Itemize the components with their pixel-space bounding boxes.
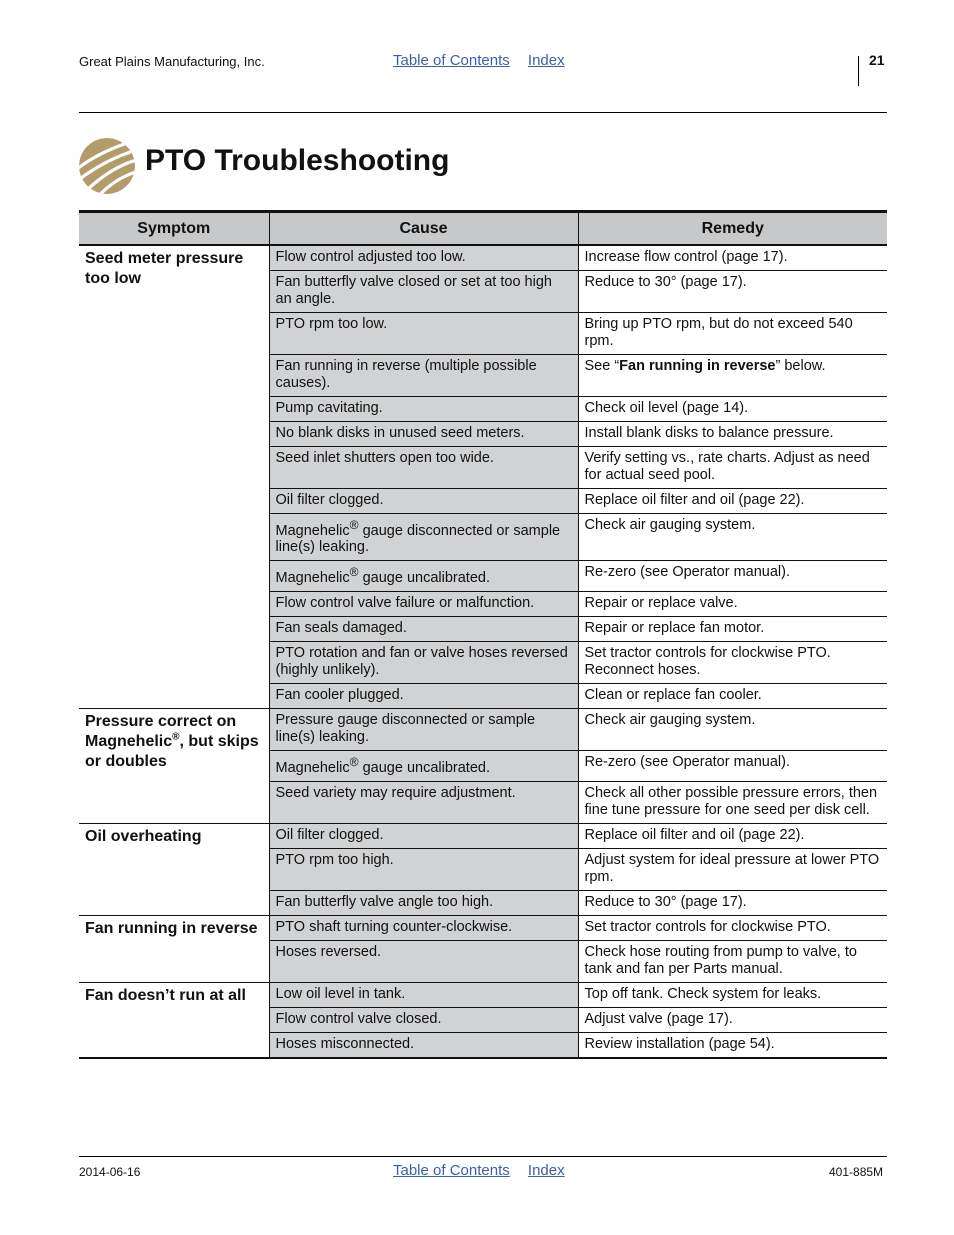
table-body — [79, 245, 887, 1058]
text-span: Reduce to 30° (page 17). — [584, 893, 747, 910]
text-span: Hoses reversed. — [275, 943, 382, 960]
text-span: Adjust system for ideal pressure at lower PTO rpm. — [584, 851, 880, 885]
text-span: See “ — [584, 357, 620, 374]
text-span: , but skips or doubles — [85, 733, 259, 771]
table-header-row — [79, 212, 887, 245]
text-span: PTO rpm too low. — [275, 315, 388, 332]
remedy-cell — [578, 312, 887, 354]
table-row — [79, 823, 887, 848]
text-span: PTO rpm too high. — [275, 851, 394, 868]
remedy-cell — [578, 848, 887, 890]
cause-cell — [269, 592, 578, 617]
symptom-cell — [79, 982, 269, 1058]
symptom-cell — [79, 709, 269, 824]
cause-cell — [269, 890, 578, 915]
remedy-cell — [578, 488, 887, 513]
remedy-cell — [578, 751, 887, 782]
remedy-cell — [578, 592, 887, 617]
text-span: Low oil level in tank. — [275, 985, 406, 1002]
page-title: PTO Troubleshooting — [145, 144, 450, 177]
text-span: Check all other possible pressure errors, then fine tune pressure for one seed per disk cell. — [584, 784, 878, 818]
text-span: Clean or replace fan cooler. — [584, 687, 762, 704]
text-span: Increase flow control (page 17). — [584, 248, 788, 265]
footer-toc-link[interactable]: Table of Contents — [393, 1162, 510, 1179]
cause-cell — [269, 561, 578, 592]
text-span: Set tractor controls for clockwise PTO. Reconnect hoses. — [584, 645, 831, 679]
symptom-column-header: Symptom — [79, 212, 269, 245]
symptom-cell — [79, 245, 269, 709]
text-span: Re-zero (see Operator manual). — [584, 754, 790, 771]
text-span: Magnehelic — [275, 570, 350, 587]
text-span: PTO rotation and fan or valve hoses reversed (highly unlikely). — [275, 645, 568, 679]
header-nav — [393, 52, 579, 69]
text-span: Oil filter clogged. — [275, 491, 384, 508]
remedy-cell — [578, 617, 887, 642]
text-span: Check air gauging system. — [584, 516, 756, 533]
text-span: gauge uncalibrated. — [358, 570, 490, 587]
text-span: PTO shaft turning counter-clockwise. — [275, 918, 513, 935]
cause-cell — [269, 982, 578, 1007]
symptom-cell — [79, 823, 269, 915]
cause-cell — [269, 270, 578, 312]
text-span: Flow control adjusted too low. — [275, 248, 466, 265]
symptom-cell — [79, 915, 269, 982]
text-span: Pump cavitating. — [275, 399, 383, 416]
text-span: Fan running in reverse — [85, 919, 258, 937]
text-span: gauge uncalibrated. — [358, 759, 490, 776]
cause-cell — [269, 354, 578, 396]
text-span: Install blank disks to balance pressure. — [584, 424, 834, 441]
cause-cell — [269, 396, 578, 421]
text-span: gauge disconnected or sample line(s) leaking. — [275, 522, 561, 556]
text-span: Reduce to 30° (page 17). — [584, 273, 747, 290]
cause-cell — [269, 940, 578, 982]
remedy-cell — [578, 561, 887, 592]
text-span: Pressure correct on Magnehelic — [85, 713, 237, 751]
text-span: Oil overheating — [85, 827, 202, 845]
text-span: Verify setting vs., rate charts. Adjust as need for actual seed pool. — [584, 449, 870, 483]
remedy-cell — [578, 421, 887, 446]
remedy-cell — [578, 1032, 887, 1058]
cause-cell — [269, 684, 578, 709]
text-span: Fan running in reverse (multiple possible causes). — [275, 357, 537, 391]
footer-nav — [393, 1162, 579, 1179]
text-span: Adjust valve (page 17). — [584, 1010, 733, 1027]
text-span: No blank disks in unused seed meters. — [275, 424, 525, 441]
cause-cell — [269, 446, 578, 488]
text-span: Fan cooler plugged. — [275, 687, 404, 704]
remedy-cell — [578, 982, 887, 1007]
cause-cell — [269, 823, 578, 848]
cause-cell — [269, 488, 578, 513]
remedy-cell — [578, 940, 887, 982]
text-span: Check oil level (page 14). — [584, 399, 749, 416]
cause-cell — [269, 421, 578, 446]
cause-column-header: Cause — [269, 212, 578, 245]
text-span: Flow control valve closed. — [275, 1010, 442, 1027]
text-span: Seed meter pressure too low — [85, 249, 244, 287]
text-span: Pressure gauge disconnected or sample line(s) leaking. — [275, 712, 536, 746]
table-row — [79, 709, 887, 751]
cause-cell — [269, 1032, 578, 1058]
cause-cell — [269, 245, 578, 271]
table-row — [79, 982, 887, 1007]
cause-cell — [269, 1007, 578, 1032]
document-number: 401-885M — [829, 1165, 884, 1179]
cause-cell — [269, 781, 578, 823]
text-span: Magnehelic — [275, 759, 350, 776]
cause-cell — [269, 617, 578, 642]
text-span: Bring up PTO rpm, but do not exceed 540 rpm. — [584, 315, 853, 349]
cause-cell — [269, 312, 578, 354]
text-span: Fan seals damaged. — [275, 620, 407, 637]
text-span: Seed inlet shutters open too wide. — [275, 449, 494, 466]
page-number: 21 — [869, 52, 885, 68]
remedy-cell — [578, 915, 887, 940]
company-name: Great Plains Manufacturing, Inc. — [79, 54, 265, 69]
remedy-cell — [578, 513, 887, 561]
text-span: Check air gauging system. — [584, 712, 756, 729]
text-span: Flow control valve failure or malfunction. — [275, 595, 535, 612]
remedy-cell — [578, 270, 887, 312]
header-index-link[interactable]: Index — [527, 52, 565, 69]
text-span: Replace oil filter and oil (page 22). — [584, 826, 805, 843]
text-span: Fan butterfly valve angle too high. — [275, 893, 494, 910]
remedy-cell — [578, 890, 887, 915]
footer-index-link[interactable]: Index — [527, 1162, 565, 1179]
text-span: Oil filter clogged. — [275, 826, 384, 843]
text-span: Fan butterfly valve closed or set at too high an angle. — [275, 273, 552, 307]
cause-cell — [269, 709, 578, 751]
remedy-cell — [578, 709, 887, 751]
remedy-cell — [578, 446, 887, 488]
text-span: Fan doesn’t run at all — [85, 986, 246, 1004]
registered-mark: ® — [349, 755, 359, 770]
cause-cell — [269, 513, 578, 561]
great-plains-logo-icon — [78, 137, 136, 195]
header-divider — [858, 56, 859, 86]
bold-text: Fan running in reverse — [619, 357, 776, 374]
remedy-cell — [578, 684, 887, 709]
remedy-column-header: Remedy — [578, 212, 887, 245]
remedy-cell — [578, 823, 887, 848]
text-span: ” below. — [775, 357, 826, 374]
remedy-cell — [578, 781, 887, 823]
text-span: Hoses misconnected. — [275, 1035, 415, 1052]
registered-mark: ® — [349, 517, 359, 532]
remedy-cell — [578, 642, 887, 684]
text-span: Re-zero (see Operator manual). — [584, 564, 790, 581]
footer-date: 2014-06-16 — [79, 1165, 141, 1179]
remedy-cell — [578, 1007, 887, 1032]
registered-mark: ® — [349, 565, 359, 580]
text-span: Set tractor controls for clockwise PTO. — [584, 918, 831, 935]
cause-cell — [269, 915, 578, 940]
text-span: Repair or replace fan motor. — [584, 620, 765, 637]
cause-cell — [269, 848, 578, 890]
footer-rule — [79, 1156, 887, 1157]
header-toc-link[interactable]: Table of Contents — [393, 52, 510, 69]
text-span: Check hose routing from pump to valve, to tank and fan per Parts manual. — [584, 943, 857, 977]
table-row — [79, 245, 887, 271]
text-span: Seed variety may require adjustment. — [275, 784, 516, 801]
text-span: Repair or replace valve. — [584, 595, 738, 612]
cause-cell — [269, 751, 578, 782]
remedy-cell — [578, 396, 887, 421]
header-rule — [79, 112, 887, 113]
cause-cell — [269, 642, 578, 684]
text-span: Magnehelic — [275, 522, 350, 539]
table-row — [79, 915, 887, 940]
text-span: Review installation (page 54). — [584, 1035, 775, 1052]
registered-mark: ® — [172, 731, 180, 743]
remedy-cell — [578, 354, 887, 396]
remedy-cell — [578, 245, 887, 271]
troubleshooting-table — [79, 210, 887, 1059]
text-span: Top off tank. Check system for leaks. — [584, 985, 822, 1002]
text-span: Replace oil filter and oil (page 22). — [584, 491, 805, 508]
